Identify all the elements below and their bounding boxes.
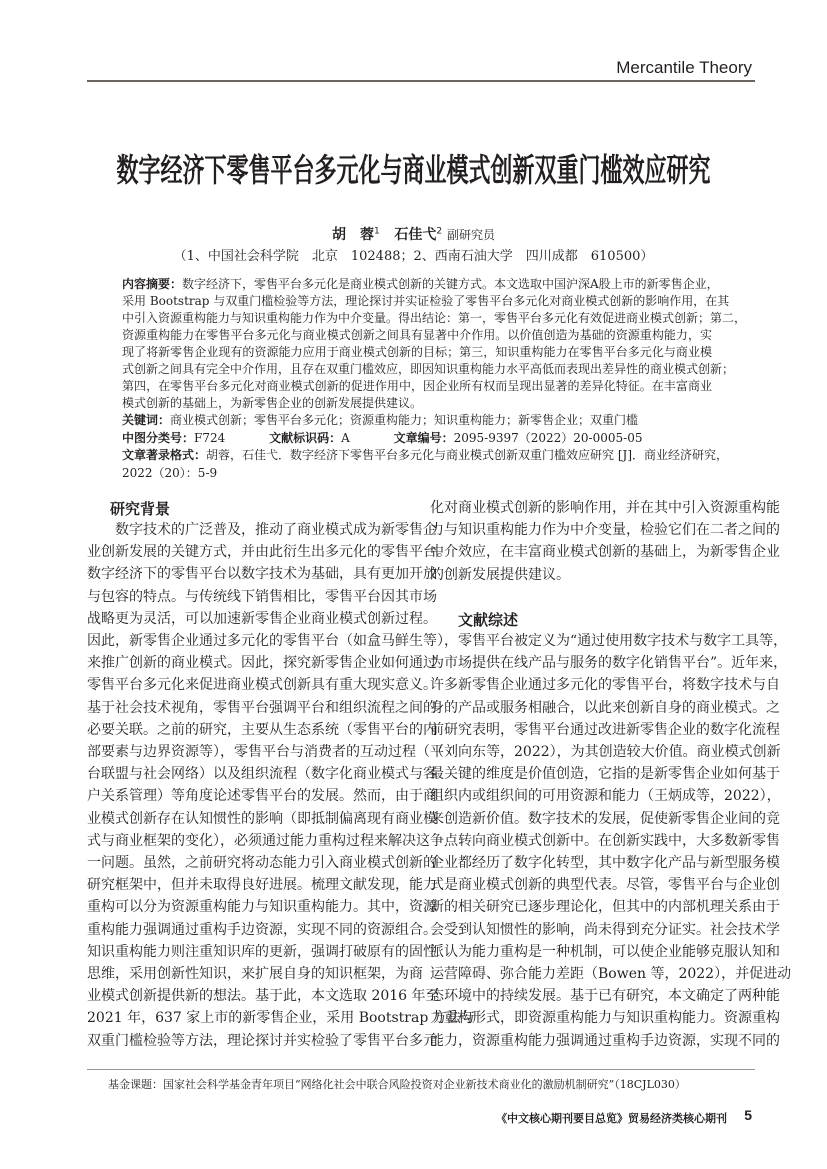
abstract-line (122, 378, 712, 395)
abstract-line (122, 344, 712, 361)
body-line: 中介效应，在丰富商业模式创新的基础上，为新零售企业 (430, 544, 780, 561)
article-number-label: 文章编号： (393, 431, 454, 445)
body-line: 户关系管理）等角度论述零售平台的发展。然而，由于商 (87, 788, 437, 805)
article-number-value: 2095-9397（2022）20-0005-05 (453, 431, 643, 445)
body-line: 业创新发展的关键方式，并由此衍生出多元化的零售平台。 (87, 544, 451, 561)
author-rank: 副研究员 (446, 228, 495, 242)
abstract-line (122, 327, 712, 344)
header-rule (87, 80, 755, 82)
doc-code-value: A (341, 431, 350, 445)
abstract-line (122, 293, 730, 310)
body-line: 研究框架中，但并未取得良好进展。梳理文献发现，能力 (87, 877, 437, 894)
body-line: 战略更为灵活，可以加速新零售企业商业模式创新过程。 (87, 610, 437, 627)
body-line: 式与商业框架的变化），必须通过能力重构过程来解决这 (87, 832, 430, 849)
keywords (122, 412, 712, 429)
body-line: 零售平台被定义为“通过使用数字技术与数字工具等， (458, 633, 788, 649)
body-line: 式是商业模式创新的典型代表。尽管，零售平台与企业创 (430, 877, 780, 894)
body-line: 争点转向商业模式创新中。在创新实践中，大多数新零售 (430, 832, 780, 849)
body-line: 会受到认知惯性的影响，尚未得到充分证实。社会技术学 (430, 921, 780, 938)
body-line: 与包容的特点。与传统线下销售相比，零售平台因其市场 (87, 588, 437, 605)
abstract-line (122, 310, 747, 327)
body-line: 态环境中的持续发展。基于已有研究，本文确定了两种能 (430, 988, 780, 1005)
running-head: Mercantile Theory (616, 58, 752, 77)
body-line: 的创新发展提供建议。 (430, 566, 570, 583)
body-line: 零售平台多元化来促进商业模式创新具有重大现实意义。 (87, 677, 437, 694)
abstract-text: 第四，在零售平台多元化对商业模式创新的促进作用中，因企业所有权而呈现出显著的差异化特征。在丰富商业 (122, 379, 712, 393)
body-line: 企业都经历了数字化转型，其中数字化产品与新型服务模 (430, 855, 780, 871)
section-heading-literature: 文献综述 (458, 611, 519, 629)
abstract-line (122, 395, 712, 412)
keywords-value: 商业模式创新；零售平台多元化；资源重构能力；知识重构能力；新零售企业；双重门槛 (170, 413, 639, 427)
body-line: 一问题。虽然，之前研究将动态能力引入商业模式创新的 (87, 855, 437, 871)
clc-value: F724 (194, 431, 226, 445)
body-line: 数字技术的广泛普及，推动了商业模式成为新零售企 (115, 522, 437, 538)
body-line: 业模式创新提供新的想法。基于此，本文选取 2016 年至 (87, 988, 440, 1005)
body-line: 因此，新零售企业通过多元化的零售平台（如盒马鲜生等）， (87, 633, 458, 649)
citation-label: 文章著录格式： (122, 448, 207, 462)
body-line: 力重构形式，即资源重构能力与知识重构能力。资源重构 (430, 1010, 780, 1027)
abstract-text: 中引入资源重构能力与知识重构能力作为中介变量。得出结论：第一，零售平台多元化有效促进商业模式创新；第二， (122, 311, 747, 325)
body-line: 双重门槛检验等方法，理论探讨并实检验了零售平台多元 (87, 1032, 437, 1049)
abstract-text: 采用 Bootstrap 与双重门槛检验等方法，理论探讨并实证检验了零售平台多元化对商业模式创新的影响作用，在其 (122, 294, 730, 308)
body-line: 许多新零售企业通过多元化的零售平台，将数字技术与自 (430, 677, 780, 694)
body-line: 组织内或组织间的可用资源和能力（王炳成等，2022）， (430, 788, 781, 805)
body-line: 为市场提供在线产品与服务的数字化销售平台”。近年来， (430, 655, 788, 672)
body-line: 台联盟与社会网络）以及组织流程（数字化商业模式与客 (87, 766, 437, 783)
abstract-label: 内容摘要： (122, 277, 183, 291)
journal-note: 《中文核心期刊要目总览》贸易经济类核心期刊 (496, 1112, 727, 1125)
abstract-text: 式创新之间具有完全中介作用，且存在双重门槛效应，即因知识重构能力水平高低而表现出差异性的商业模式创新； (122, 362, 735, 376)
body-line: （刘向东等，2022），为其创造较大价值。商业模式创新 (430, 744, 781, 760)
abstract-text: 数字经济下，零售平台多元化是商业模式创新的关键方式。本文选取中国沪深A股上市的新零售企业， (182, 277, 719, 291)
body-line: 最关键的维度是价值创造，它指的是新零售企业如何基于 (430, 766, 780, 783)
body-line: 化对商业模式创新的影响作用，并在其中引入资源重构能 (430, 500, 780, 516)
body-line: 运营障碍、弥合能力差距（Bowen 等，2022），并促进动 (430, 966, 792, 982)
body-line: 基于社会技术视角，零售平台强调平台和组织流程之间的 (87, 699, 437, 716)
page-number: 5 (744, 1107, 752, 1123)
body-line: 2021 年，637 家上市的新零售企业，采用 Bootstrap 方法与 (87, 1010, 475, 1027)
body-line: 派认为能力重构是一种机制，可以使企业能够克服认知和 (430, 943, 780, 960)
keywords-label: 关键词： (122, 413, 171, 427)
abstract-text: 现了将新零售企业现有的资源能力应用于商业模式创新的目标；第三，知识重构能力在零售平台多元化与商业模 (122, 345, 712, 359)
classification (122, 430, 712, 447)
body-line: 业模式创新存在认知惯性的影响（即抵制偏离现有商业模 (87, 810, 437, 827)
abstract-line (122, 276, 719, 293)
abstract-line (122, 361, 735, 378)
body-line: 部要素与边界资源等），零售平台与消费者的互动过程（平 (87, 744, 444, 760)
author-affil-mark: 1 (374, 226, 380, 237)
author-name: 胡 蓉 (332, 227, 374, 243)
citation-line-2: 2022（20）：5-9 (122, 466, 218, 480)
section-heading-background: 研究背景 (110, 500, 171, 518)
body-line: 数字经济下的零售平台以数字技术为基础，具有更加开放 (87, 566, 437, 583)
abstract-text: 资源重构能力在零售平台多元化与商业模式创新之间具有显著中介作用。以价值创造为基础的资源重构能力，实 (122, 328, 712, 342)
body-line: 力与知识重构能力作为中介变量，检验它们在二者之间的 (430, 522, 780, 539)
clc-label: 中图分类号： (122, 431, 195, 445)
fund-note: 基金课题：国家社会科学基金青年项目“网络化社会中联合风险投资对企业新技术商业化的激励机制研究”（18CJL030） (108, 1078, 686, 1091)
affiliations: （1、中国社会科学院 北京 102488；2、西南石油大学 四川成都 610500） (173, 249, 654, 264)
body-line: 身的产品或服务相融合，以此来创新自身的商业模式。之 (430, 699, 780, 716)
author-affil-mark: 2 (436, 226, 443, 237)
citation-line-1 (122, 447, 729, 464)
footnote-rule (87, 1069, 755, 1070)
body-line: 来推广创新的商业模式。因此，探究新零售企业如何通过 (87, 655, 437, 672)
body-line: 重构能力强调通过重构手边资源，实现不同的资源组合。 (87, 921, 437, 938)
body-line: 思维，采用创新性知识，来扩展自身的知识框架，为商 (87, 966, 423, 982)
body-line: 来创造新价值。数字技术的发展，促使新零售企业间的竞 (430, 810, 780, 827)
abstract-text: 模式创新的基础上，为新零售企业的创新发展提供建议。 (122, 396, 423, 410)
article-title: 数字经济下零售平台多元化与商业模式创新双重门槛效应研究 (116, 153, 711, 190)
body-line: 知识重构能力则注重知识库的更新，强调打破原有的固性 (87, 943, 437, 960)
body-line: 必要关联。之前的研究，主要从生态系统（零售平台的内 (87, 721, 437, 738)
body-line: 能力，资源重构能力强调通过重构手边资源，实现不同的 (430, 1032, 780, 1049)
body-line: 新的相关研究已逐步理论化，但其中的内部机理关系由于 (430, 899, 780, 916)
author-name: 石佳弋 (394, 227, 437, 243)
body-line: 重构可以分为资源重构能力与知识重构能力。其中，资源 (87, 899, 437, 916)
author-line (0, 224, 827, 244)
citation-text: 胡蓉，石佳弋．数字经济下零售平台多元化与商业模式创新双重门槛效应研究 [J]．商业经济研究， (206, 448, 729, 462)
body-line: 前研究表明，零售平台通过改进新零售企业的数字化流程 (430, 721, 780, 738)
doc-code-label: 文献标识码： (269, 431, 342, 445)
